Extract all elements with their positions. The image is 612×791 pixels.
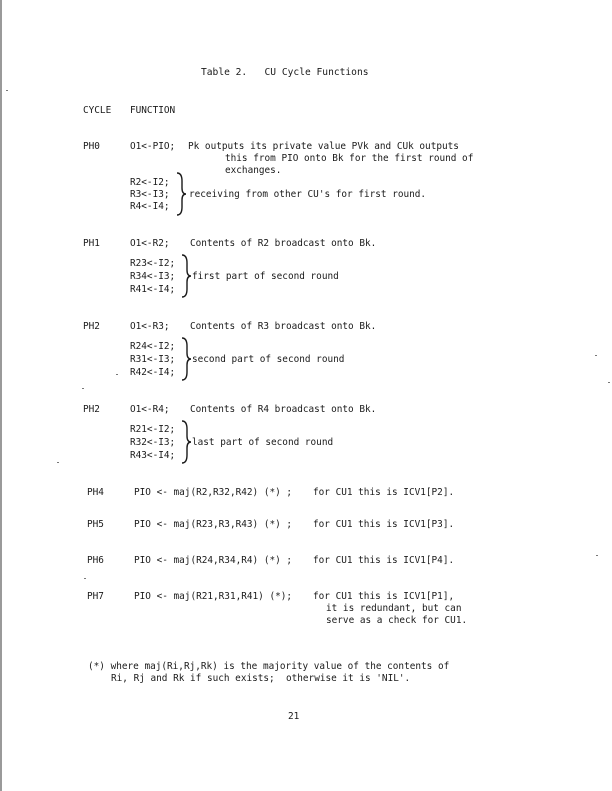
scan-speck [116, 374, 118, 375]
maj-expression: PIO <- maj(R21,R31,R41) (*); [134, 591, 293, 602]
brace-note: second part of second round [192, 354, 345, 365]
phase-description-line: this from PIO onto Bk for the first round of [225, 153, 474, 164]
table-title: Table 2. CU Cycle Functions [201, 67, 369, 78]
phase-description-line: Contents of R4 broadcast onto Bk. [190, 404, 377, 415]
phase-operation: O1<-R3; [130, 321, 170, 332]
register-assignment: R34<-I3; [130, 271, 176, 282]
maj-note-line: for CU1 this is ICV1[P3]. [313, 519, 455, 530]
phase-description-line: Pk outputs its private value PVk and CUk outputs [188, 141, 459, 152]
register-assignment: R4<-I4; [130, 201, 170, 212]
register-assignment: R43<-I4; [130, 450, 176, 461]
register-assignment: R21<-I2; [130, 424, 176, 435]
scan-speck [595, 355, 597, 356]
footnote-line: Ri, Rj and Rk if such exists; otherwise it is 'NIL'. [111, 673, 411, 684]
maj-expression: PIO <- maj(R2,R32,R42) (*) ; [134, 487, 293, 498]
scan-speck [608, 382, 610, 383]
phase-description-line: Contents of R3 broadcast onto Bk. [190, 321, 377, 332]
cycle-label: PH0 [83, 141, 100, 152]
right-brace [180, 337, 192, 381]
right-brace [175, 172, 187, 216]
cycle-label: PH2 [83, 404, 100, 415]
maj-note-line: for CU1 this is ICV1[P2]. [313, 487, 455, 498]
brace-note: first part of second round [192, 271, 339, 282]
scan-speck [6, 90, 8, 91]
register-assignment: R3<-I3; [130, 189, 170, 200]
phase-description-line: exchanges. [225, 165, 282, 176]
register-assignment: R42<-I4; [130, 367, 176, 378]
register-assignment: R24<-I2; [130, 341, 176, 352]
cycle-label: PH1 [83, 238, 100, 249]
phase-description-line: Contents of R2 broadcast onto Bk. [190, 238, 377, 249]
phase-operation: O1<-R2; [130, 238, 170, 249]
right-brace [180, 420, 192, 464]
header-function: FUNCTION [130, 105, 176, 116]
page-number: 21 [288, 711, 300, 722]
register-assignment: R2<-I2; [130, 177, 170, 188]
header-cycle: CYCLE [83, 105, 112, 116]
scan-speck [596, 555, 598, 556]
cycle-label: PH2 [83, 321, 100, 332]
brace-note: receiving from other CU's for first round. [189, 189, 427, 200]
right-brace [180, 254, 192, 298]
maj-expression: PIO <- maj(R23,R3,R43) (*) ; [134, 519, 293, 530]
cycle-label: PH7 [87, 591, 104, 602]
scan-speck [57, 462, 59, 463]
page-left-edge [0, 0, 2, 791]
maj-note-line: for CU1 this is ICV1[P4]. [313, 555, 455, 566]
cycle-label: PH6 [87, 555, 104, 566]
maj-note-line: serve as a check for CU1. [326, 615, 468, 626]
cycle-label: PH4 [87, 487, 104, 498]
cycle-label: PH5 [87, 519, 104, 530]
register-assignment: R23<-I2; [130, 258, 176, 269]
phase-operation: O1<-R4; [130, 404, 170, 415]
scan-speck [82, 388, 84, 389]
maj-expression: PIO <- maj(R24,R34,R4) (*) ; [134, 555, 293, 566]
register-assignment: R41<-I4; [130, 284, 176, 295]
brace-note: last part of second round [192, 437, 334, 448]
maj-note-line: for CU1 this is ICV1[P1], [313, 591, 455, 602]
scan-speck [84, 578, 86, 579]
phase-operation: O1<-PIO; [130, 141, 176, 152]
register-assignment: R32<-I3; [130, 437, 176, 448]
maj-note-line: it is redundant, but can [326, 603, 462, 614]
register-assignment: R31<-I3; [130, 354, 176, 365]
footnote-line: (*) where maj(Ri,Rj,Rk) is the majority value of the contents of [88, 661, 450, 672]
